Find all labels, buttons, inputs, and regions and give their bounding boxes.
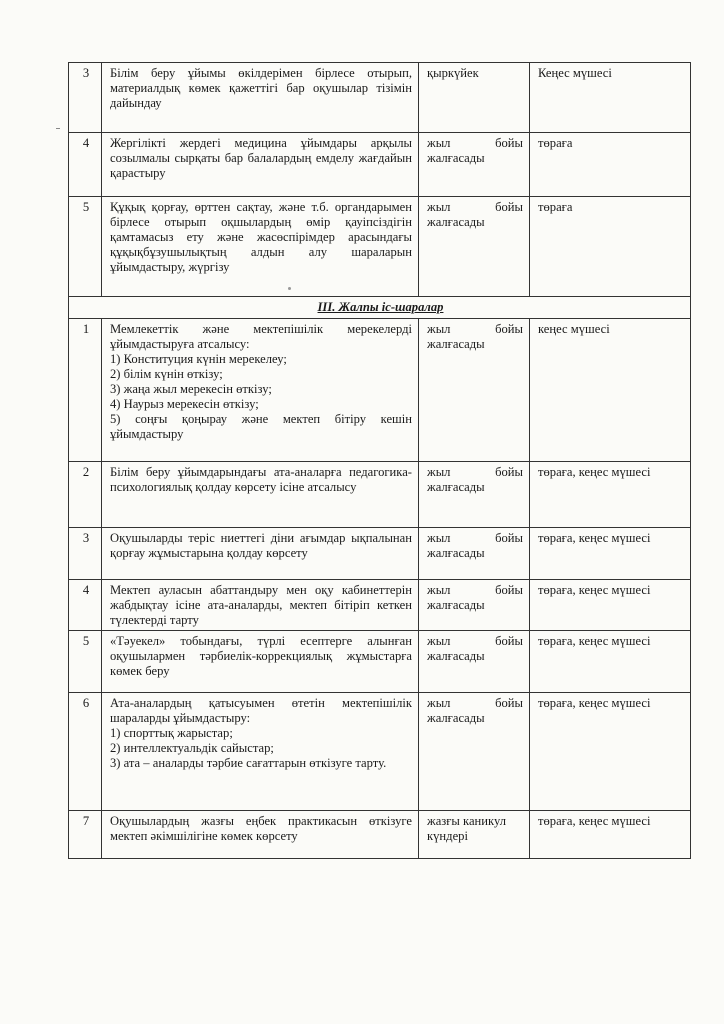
term-word: жалғасады <box>427 480 485 494</box>
term-cell <box>419 319 530 462</box>
activity-line: 1) Конституция күнін мерекелеу; <box>110 352 287 366</box>
activity-cell <box>102 528 419 580</box>
term-word: жалғасады <box>427 546 485 560</box>
term-word: бойы <box>495 200 523 214</box>
responsible-cell: төраға, кеңес мүшесі <box>530 631 691 693</box>
row-number: 7 <box>69 811 102 859</box>
activity-line: 2) интеллектуальдік сайыстар; <box>110 741 274 755</box>
table-row <box>69 63 691 133</box>
term-word: жыл <box>427 696 451 710</box>
activity-line: 5) соңғы қоңырау және мектеп бітіру кешін ұйымдастыру <box>110 412 412 441</box>
term-word: жалғасады <box>427 151 485 165</box>
activity-line: 4) Наурыз мерекесін өткізу; <box>110 397 259 411</box>
activity-line: 2) білім күнін өткізу; <box>110 367 223 381</box>
activity-line: «Тәуекел» тобындағы, түрлі есептерге алынған оқушылармен тәрбиелік-коррекциялық жұмыстарға көмек беру <box>110 634 412 678</box>
activity-cell <box>102 811 419 859</box>
activity-cell <box>102 462 419 528</box>
responsible-cell: төраға <box>530 197 691 297</box>
table-row <box>69 631 691 693</box>
row-number: 2 <box>69 462 102 528</box>
responsible-cell: төраға, кеңес мүшесі <box>530 580 691 631</box>
term-word: жыл <box>427 465 451 479</box>
term-cell <box>419 462 530 528</box>
term-word: жыл <box>427 531 451 545</box>
section-header <box>69 297 691 319</box>
scan-mark <box>56 128 60 129</box>
activity-line: Ата-аналардың қатысуымен өтетін мектепішілік шараларды ұйымдастыру: <box>110 696 412 725</box>
term-cell <box>419 528 530 580</box>
section-row <box>69 297 691 319</box>
row-number: 5 <box>69 197 102 297</box>
row-number: 1 <box>69 319 102 462</box>
responsible-cell: төраға, кеңес мүшесі <box>530 811 691 859</box>
plan-table <box>68 62 691 859</box>
term-cell <box>419 580 530 631</box>
term-word: бойы <box>495 465 523 479</box>
responsible-cell: төраға, кеңес мүшесі <box>530 528 691 580</box>
term-word: бойы <box>495 696 523 710</box>
table-row <box>69 580 691 631</box>
term-word: жыл <box>427 200 451 214</box>
activity-cell <box>102 197 419 297</box>
table-row <box>69 133 691 197</box>
term-word: қыркүйек <box>427 66 479 80</box>
table-row <box>69 197 691 297</box>
activity-cell <box>102 133 419 197</box>
activity-line: Білім беру ұйымдарындағы ата-аналарға педагогика-психологиялық қолдау көрсету ісіне атсалысу <box>110 465 412 494</box>
term-cell <box>419 63 530 133</box>
term-word: жалғасады <box>427 337 485 351</box>
term-word: бойы <box>495 322 523 336</box>
term-word: күндері <box>427 829 468 843</box>
term-cell <box>419 133 530 197</box>
table-row <box>69 462 691 528</box>
activity-line: Мектеп ауласын абаттандыру мен оқу кабинеттерін жабдықтау ісіне ата-аналарды, мектеп бітіріп кеткен түлектерді тарту <box>110 583 412 627</box>
responsible-cell: төраға, кеңес мүшесі <box>530 693 691 811</box>
activity-cell <box>102 580 419 631</box>
activity-line: 3) ата – аналарды тәрбие сағаттарын өткізуге тарту. <box>110 756 387 770</box>
term-cell <box>419 693 530 811</box>
activity-line: Оқушыларды теріс ниеттегі діни ағымдар ықпалынан қорғау жұмыстарына қолдау көрсету <box>110 531 412 560</box>
responsible-cell: Кеңес мүшесі <box>530 63 691 133</box>
row-number: 3 <box>69 528 102 580</box>
responsible-cell: кеңес мүшесі <box>530 319 691 462</box>
activity-cell <box>102 631 419 693</box>
term-word: бойы <box>495 634 523 648</box>
responsible-cell: төраға, кеңес мүшесі <box>530 462 691 528</box>
scan-dot <box>288 287 291 290</box>
term-word: жалғасады <box>427 598 485 612</box>
row-number: 5 <box>69 631 102 693</box>
term-word: жалғасады <box>427 649 485 663</box>
activity-line: 1) спорттық жарыстар; <box>110 726 233 740</box>
term-cell <box>419 197 530 297</box>
activity-cell <box>102 63 419 133</box>
table-row <box>69 528 691 580</box>
activity-line: Білім беру ұйымы өкілдерімен бірлесе отырып, материалдық көмек қажеттігі бар оқушылар тізімін дайындау <box>110 66 412 110</box>
responsible-cell: төраға <box>530 133 691 197</box>
row-number: 6 <box>69 693 102 811</box>
section-title: III. Жалпы іс-шаралар <box>69 297 691 319</box>
activity-line: 3) жаңа жыл мерекесін өткізу; <box>110 382 272 396</box>
term-word: жыл <box>427 136 451 150</box>
term-word: жалғасады <box>427 711 485 725</box>
row-number: 4 <box>69 133 102 197</box>
table-body-bottom <box>69 319 691 859</box>
table-row <box>69 693 691 811</box>
table-row <box>69 811 691 859</box>
row-number: 4 <box>69 580 102 631</box>
table-body-top <box>69 63 691 297</box>
activity-line: Құқық қорғау, өрттен сақтау, және т.б. органдарымен бірлесе отырып оқшылардың өмір қауіпсіздігін қамтамасыз ету және жасөспірімдер арасындағы құқықбұзушылықтың алдын алу шараларын ұйымдастыру, жүргізу <box>110 200 412 274</box>
row-number: 3 <box>69 63 102 133</box>
term-word: жазғы каникул <box>427 814 507 828</box>
activity-line: Жергілікті жердегі медицина ұйымдары арқылы созылмалы сырқаты бар балалардың емделу жағдайын қарастыру <box>110 136 412 180</box>
term-word: жалғасады <box>427 215 485 229</box>
term-word: жыл <box>427 322 451 336</box>
term-cell <box>419 631 530 693</box>
term-word: жыл <box>427 583 451 597</box>
activity-cell <box>102 319 419 462</box>
term-cell <box>419 811 530 859</box>
term-word: бойы <box>495 531 523 545</box>
activity-cell <box>102 693 419 811</box>
table-row <box>69 319 691 462</box>
activity-line: Оқушылардың жазғы еңбек практикасын өткізуге мектеп әкімшілігіне көмек көрсету <box>110 814 412 843</box>
term-word: жыл <box>427 634 451 648</box>
term-word: бойы <box>495 583 523 597</box>
activity-line: Мемлекеттік және мектепішілік мерекелерді ұйымдастыруға атсалысу: <box>110 322 412 351</box>
term-word: бойы <box>495 136 523 150</box>
